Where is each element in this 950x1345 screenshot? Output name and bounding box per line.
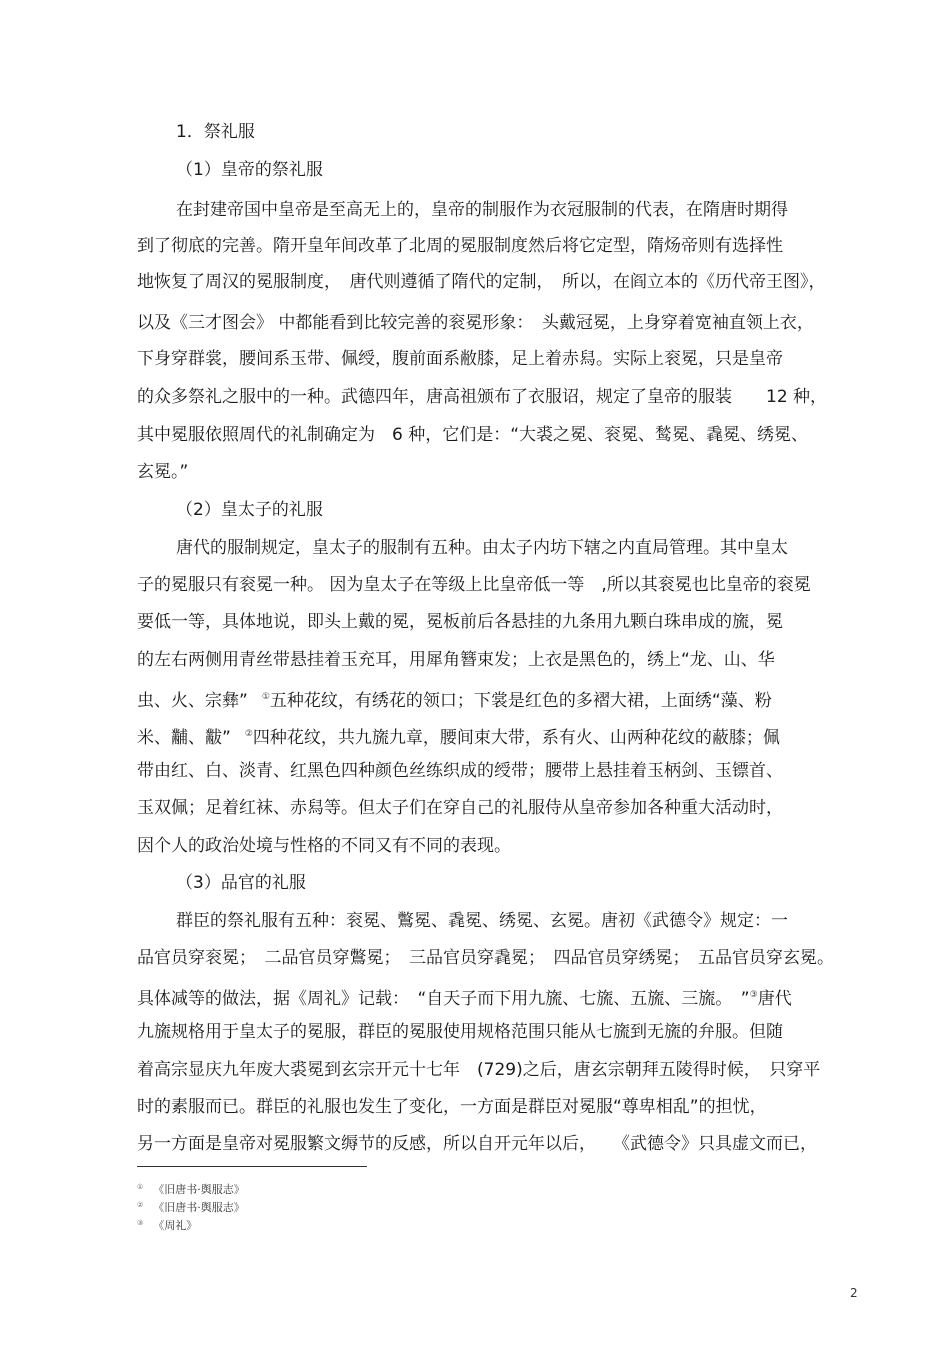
paragraph-line: 另一方面是皇帝对冕服繁文缛节的反感，所以自开元年以后， 《武德令》只具虚文而已，	[137, 1134, 817, 1154]
paragraph-line: 玉双佩；足着红袜、赤舄等。但太子们在穿自己的礼服侍从皇帝参加各种重大活动时，	[137, 798, 783, 818]
text-run: 四种花纹，共九旒九章，腰间束大带，系有火、山两种花纹的蔽膝；佩	[252, 728, 780, 748]
footnote-text: 《旧唐书·舆服志》	[153, 1201, 245, 1214]
paragraph-line: 着高宗显庆九年废大裘冕到玄宗开元十七年 (729)之后，唐玄宗朝拜五陵得时候， 只穿平	[137, 1060, 821, 1080]
paragraph-line: 因个人的政治处境与性格的不同又有不同的表现。	[137, 836, 511, 856]
paragraph-line	[137, 722, 780, 746]
paragraph-line	[137, 983, 792, 1007]
paragraph-line: 子的冕服只有衮冕一种。 因为皇太子在等级上比皇帝低一等 ,所以其衮冕也比皇帝的衮冕	[137, 575, 811, 595]
page-number: 2	[850, 1286, 858, 1300]
subheading-crown-prince: （2）皇太子的礼服	[176, 500, 323, 520]
text-run: 唐代	[757, 989, 792, 1009]
paragraph-line: 下身穿群裳，腰间系玉带、佩绶，腹前面系敝膝，足上着赤舄。实际上衮冕，只是皇帝	[137, 349, 783, 369]
footnote-mark: ②	[137, 1201, 144, 1209]
paragraph-line: 品官员穿衮冕； 二品官员穿鷩冕； 三品官员穿毳冕； 四品官员穿绣冕； 五品官员穿玄冕。	[137, 948, 834, 968]
footnote-item	[137, 1198, 245, 1215]
paragraph-line: 地恢复了周汉的冕服制度， 唐代则遵循了隋代的定制， 所以，在阎立本的《历代帝王图》，	[137, 272, 826, 292]
paragraph-line: 群臣的祭礼服有五种：衮冕、鷩冕、毳冕、绣冕、玄冕。唐初《武德令》规定：一	[176, 911, 788, 931]
subheading-emperor: （1）皇帝的祭礼服	[176, 160, 323, 180]
footnote-ref-1[interactable]: ①	[261, 692, 270, 702]
footnote-text: 《周礼》	[153, 1219, 198, 1232]
footnote-ref-3[interactable]: ③	[749, 990, 758, 1000]
paragraph-line: 以及《三才图会》 中都能看到比较完善的衮冕形象： 头戴冠冕，上身穿着宽袖直领上衣，	[137, 313, 814, 333]
paragraph-line: 唐代的服制规定，皇太子的服制有五种。由太子内坊下辖之内直局管理。其中皇太	[176, 538, 788, 558]
text-run: 具体减等的做法，据《周礼》记载： “自天子而下用九旒、七旒、五旒、三旒。 ”	[137, 989, 750, 1009]
section-heading-ritual-dress: 1．祭礼服	[176, 122, 255, 142]
paragraph-line: 带由红、白、淡青、红黑色四种颜色丝练织成的绶带；腰带上悬挂着玉柄剑、玉镖首、	[137, 761, 783, 781]
paragraph-line: 九旒规格用于皇太子的冕服，群臣的冕服使用规格范围只能从七旒到无旒的弁服。但随	[137, 1022, 783, 1042]
paragraph-line: 玄冕。”	[137, 462, 189, 482]
text-run: 虫、火、宗彝”	[137, 691, 248, 711]
footnote-item	[137, 1216, 197, 1233]
paragraph-line: 的众多祭礼之服中的一种。武德四年，唐高祖颁布了衣服诏，规定了皇帝的服装 12 种，	[137, 387, 828, 407]
footnote-text: 《旧唐书·舆服志》	[153, 1183, 245, 1196]
paragraph-line: 要低一等，具体地说，即头上戴的冕，冕板前后各悬挂的九条用九颗白珠串成的旒，冕	[137, 612, 783, 632]
footnote-ref-2[interactable]: ②	[244, 729, 253, 739]
footnote-mark: ①	[137, 1183, 144, 1191]
paragraph-line: 其中冕服依照周代的礼制确定为 6 种，它们是：“大裘之冕、衮冕、鹙冕、毳冕、绣冕、	[137, 425, 809, 445]
paragraph-line: 在封建帝国中皇帝是至高无上的，皇帝的制服作为衣冠服制的代表，在隋唐时期得	[176, 200, 788, 220]
text-run: 米、黼、黻”	[137, 728, 231, 748]
paragraph-line: 的左右两侧用青丝带悬挂着玉充耳，用犀角簪束发；上衣是黑色的，绣上“龙、山、华	[137, 650, 775, 670]
paragraph-line	[137, 685, 772, 709]
footnote-item	[137, 1180, 245, 1197]
text-run: 五种花纹，有绣花的领口；下裳是红色的多褶大裙，上面绣“藻、粉	[269, 691, 772, 711]
footnote-divider	[137, 1166, 367, 1167]
footnote-mark: ③	[137, 1219, 144, 1227]
subheading-officials: （3）品官的礼服	[176, 873, 306, 893]
paragraph-line: 时的素服而已。群臣的礼服也发生了变化，一方面是群臣对冕服“尊卑相乱”的担忧，	[137, 1097, 767, 1117]
paragraph-line: 到了彻底的完善。隋开皇年间改革了北周的冕服制度然后将它定型，隋炀帝则有选择性	[137, 236, 783, 256]
